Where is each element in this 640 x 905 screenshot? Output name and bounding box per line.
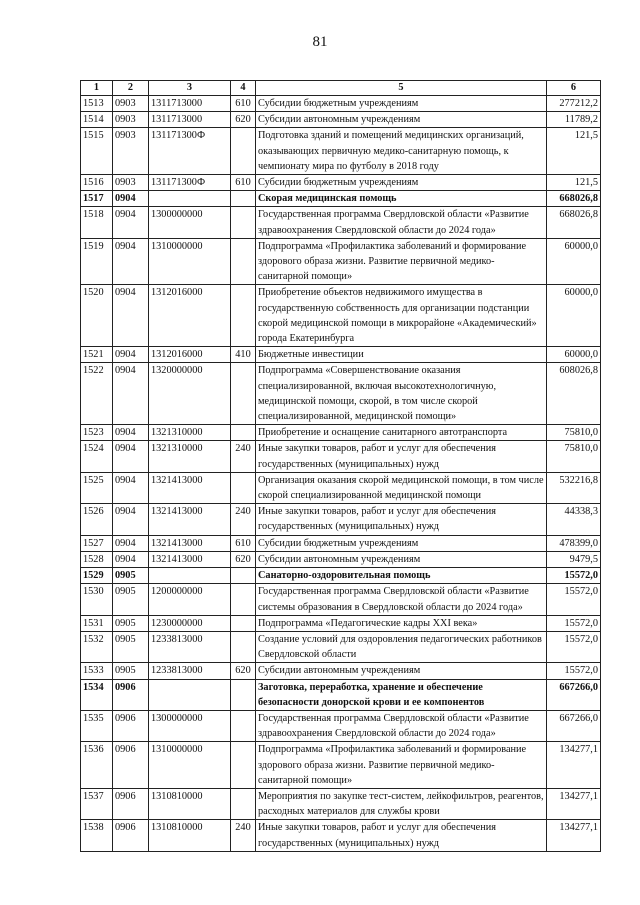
section-code-cell: 0904 <box>113 363 149 425</box>
row-number-cell: 1525 <box>81 472 113 503</box>
row-number-cell: 1521 <box>81 347 113 363</box>
section-code-cell: 0906 <box>113 679 149 710</box>
column-header: 1 <box>81 81 113 96</box>
table-body <box>81 96 601 852</box>
row-number-cell: 1529 <box>81 568 113 584</box>
expense-type-cell: 610 <box>231 535 256 551</box>
target-article-cell: 1311713000 <box>149 112 231 128</box>
table-row <box>81 820 601 851</box>
table-row <box>81 191 601 207</box>
amount-cell: 15572,0 <box>547 584 601 615</box>
expense-type-cell <box>231 742 256 789</box>
target-article-cell: 1310810000 <box>149 788 231 819</box>
section-code-cell: 0904 <box>113 472 149 503</box>
table-row <box>81 347 601 363</box>
expense-type-cell <box>231 191 256 207</box>
table-row <box>81 788 601 819</box>
row-name-cell: Субсидии автономным учреждениям <box>256 663 547 679</box>
expense-type-cell <box>231 363 256 425</box>
amount-cell: 121,5 <box>547 175 601 191</box>
expense-type-cell: 610 <box>231 175 256 191</box>
row-name-cell: Организация оказания скорой медицинской помощи, в том числе скорой специализированной медицинской помощи <box>256 472 547 503</box>
row-name-cell: Подпрограмма «Профилактика заболеваний и формирование здорового образа жизни. Развитие первичной медико-санитарной помощи» <box>256 238 547 285</box>
amount-cell: 134277,1 <box>547 788 601 819</box>
amount-cell: 134277,1 <box>547 742 601 789</box>
table-row <box>81 615 601 631</box>
target-article-cell: 1310000000 <box>149 238 231 285</box>
amount-cell: 134277,1 <box>547 820 601 851</box>
row-name-cell: Заготовка, переработка, хранение и обеспечение безопасности донорской крови и ее компонентов <box>256 679 547 710</box>
section-code-cell: 0904 <box>113 207 149 238</box>
target-article-cell: 1321413000 <box>149 551 231 567</box>
expense-type-cell: 620 <box>231 112 256 128</box>
row-number-cell: 1536 <box>81 742 113 789</box>
row-number-cell: 1520 <box>81 285 113 347</box>
amount-cell: 60000,0 <box>547 238 601 285</box>
amount-cell: 667266,0 <box>547 679 601 710</box>
amount-cell: 60000,0 <box>547 347 601 363</box>
target-article-cell: 131171300Ф <box>149 175 231 191</box>
expense-type-cell: 620 <box>231 551 256 567</box>
section-code-cell: 0904 <box>113 285 149 347</box>
table-row <box>81 472 601 503</box>
column-header: 6 <box>547 81 601 96</box>
row-number-cell: 1535 <box>81 710 113 741</box>
expense-type-cell: 610 <box>231 96 256 112</box>
row-number-cell: 1514 <box>81 112 113 128</box>
row-name-cell: Иные закупки товаров, работ и услуг для обеспечения государственных (муниципальных) нужд <box>256 441 547 472</box>
target-article-cell: 1300000000 <box>149 207 231 238</box>
row-number-cell: 1526 <box>81 504 113 535</box>
expense-type-cell: 240 <box>231 441 256 472</box>
section-code-cell: 0904 <box>113 535 149 551</box>
amount-cell: 532216,8 <box>547 472 601 503</box>
row-name-cell: Иные закупки товаров, работ и услуг для обеспечения государственных (муниципальных) нужд <box>256 504 547 535</box>
expense-type-cell: 240 <box>231 504 256 535</box>
row-number-cell: 1518 <box>81 207 113 238</box>
row-name-cell: Государственная программа Свердловской области «Развитие здравоохранения Свердловской области до 2024 года» <box>256 207 547 238</box>
table-row <box>81 631 601 662</box>
table-row <box>81 96 601 112</box>
row-name-cell: Субсидии бюджетным учреждениям <box>256 175 547 191</box>
table-row <box>81 175 601 191</box>
section-code-cell: 0906 <box>113 742 149 789</box>
expense-type-cell: 620 <box>231 663 256 679</box>
section-code-cell: 0903 <box>113 175 149 191</box>
section-code-cell: 0904 <box>113 551 149 567</box>
expense-type-cell <box>231 584 256 615</box>
table-row <box>81 128 601 175</box>
target-article-cell <box>149 191 231 207</box>
section-code-cell: 0903 <box>113 112 149 128</box>
target-article-cell: 1200000000 <box>149 584 231 615</box>
amount-cell: 44338,3 <box>547 504 601 535</box>
expense-type-cell <box>231 425 256 441</box>
target-article-cell: 131171300Ф <box>149 128 231 175</box>
amount-cell: 277212,2 <box>547 96 601 112</box>
target-article-cell: 1311713000 <box>149 96 231 112</box>
expense-type-cell <box>231 631 256 662</box>
target-article-cell: 1310810000 <box>149 820 231 851</box>
table-row <box>81 663 601 679</box>
row-name-cell: Субсидии бюджетным учреждениям <box>256 96 547 112</box>
row-name-cell: Государственная программа Свердловской области «Развитие здравоохранения Свердловской области до 2024 года» <box>256 710 547 741</box>
row-number-cell: 1538 <box>81 820 113 851</box>
amount-cell: 478399,0 <box>547 535 601 551</box>
row-number-cell: 1515 <box>81 128 113 175</box>
target-article-cell: 1320000000 <box>149 363 231 425</box>
target-article-cell: 1321413000 <box>149 504 231 535</box>
target-article-cell: 1300000000 <box>149 710 231 741</box>
table-row <box>81 425 601 441</box>
amount-cell: 15572,0 <box>547 615 601 631</box>
row-number-cell: 1523 <box>81 425 113 441</box>
target-article-cell: 1321413000 <box>149 472 231 503</box>
table-row <box>81 535 601 551</box>
target-article-cell: 1321413000 <box>149 535 231 551</box>
row-number-cell: 1517 <box>81 191 113 207</box>
table-row <box>81 584 601 615</box>
section-code-cell: 0905 <box>113 584 149 615</box>
expense-type-cell <box>231 788 256 819</box>
row-name-cell: Бюджетные инвестиции <box>256 347 547 363</box>
table-row <box>81 679 601 710</box>
row-number-cell: 1519 <box>81 238 113 285</box>
section-code-cell: 0904 <box>113 347 149 363</box>
row-number-cell: 1527 <box>81 535 113 551</box>
target-article-cell: 1312016000 <box>149 347 231 363</box>
table-row <box>81 504 601 535</box>
table-row <box>81 207 601 238</box>
row-number-cell: 1531 <box>81 615 113 631</box>
row-name-cell: Субсидии автономным учреждениям <box>256 551 547 567</box>
row-name-cell: Государственная программа Свердловской области «Развитие системы образования в Свердловской области до 2024 года» <box>256 584 547 615</box>
row-name-cell: Подпрограмма «Совершенствование оказания специализированной, включая высокотехнологичную, медицинской помощи, скорой, в том числе скорой специализированной, медицинской помощи» <box>256 363 547 425</box>
column-header: 3 <box>149 81 231 96</box>
amount-cell: 15572,0 <box>547 663 601 679</box>
expense-type-cell <box>231 285 256 347</box>
target-article-cell: 1310000000 <box>149 742 231 789</box>
section-code-cell: 0903 <box>113 96 149 112</box>
budget-table <box>80 80 601 852</box>
row-name-cell: Создание условий для оздоровления педагогических работников Свердловской области <box>256 631 547 662</box>
target-article-cell <box>149 568 231 584</box>
row-name-cell: Скорая медицинская помощь <box>256 191 547 207</box>
row-number-cell: 1524 <box>81 441 113 472</box>
amount-cell: 75810,0 <box>547 425 601 441</box>
table-header-row <box>81 81 601 96</box>
amount-cell: 15572,0 <box>547 568 601 584</box>
section-code-cell: 0903 <box>113 128 149 175</box>
amount-cell: 668026,8 <box>547 191 601 207</box>
amount-cell: 75810,0 <box>547 441 601 472</box>
section-code-cell: 0904 <box>113 441 149 472</box>
row-name-cell: Иные закупки товаров, работ и услуг для обеспечения государственных (муниципальных) нужд <box>256 820 547 851</box>
section-code-cell: 0906 <box>113 788 149 819</box>
row-name-cell: Подготовка зданий и помещений медицинских организаций, оказывающих первичную медико-санитарную помощь, к чемпионату мира по футболу в 2018 году <box>256 128 547 175</box>
column-header: 4 <box>231 81 256 96</box>
target-article-cell: 1321310000 <box>149 425 231 441</box>
section-code-cell: 0906 <box>113 710 149 741</box>
target-article-cell: 1233813000 <box>149 631 231 662</box>
page-number: 81 <box>312 34 328 50</box>
row-number-cell: 1522 <box>81 363 113 425</box>
table-row <box>81 238 601 285</box>
row-number-cell: 1528 <box>81 551 113 567</box>
target-article-cell: 1321310000 <box>149 441 231 472</box>
row-number-cell: 1534 <box>81 679 113 710</box>
section-code-cell: 0905 <box>113 663 149 679</box>
expense-type-cell <box>231 615 256 631</box>
amount-cell: 121,5 <box>547 128 601 175</box>
expense-type-cell <box>231 679 256 710</box>
table-row <box>81 441 601 472</box>
section-code-cell: 0906 <box>113 820 149 851</box>
expense-type-cell: 240 <box>231 820 256 851</box>
section-code-cell: 0904 <box>113 504 149 535</box>
table-row <box>81 742 601 789</box>
amount-cell: 668026,8 <box>547 207 601 238</box>
row-name-cell: Субсидии бюджетным учреждениям <box>256 535 547 551</box>
table-row <box>81 363 601 425</box>
amount-cell: 667266,0 <box>547 710 601 741</box>
section-code-cell: 0905 <box>113 568 149 584</box>
expense-type-cell: 410 <box>231 347 256 363</box>
section-code-cell: 0904 <box>113 425 149 441</box>
amount-cell: 608026,8 <box>547 363 601 425</box>
amount-cell: 11789,2 <box>547 112 601 128</box>
row-name-cell: Субсидии автономным учреждениям <box>256 112 547 128</box>
table-row <box>81 568 601 584</box>
row-number-cell: 1532 <box>81 631 113 662</box>
amount-cell: 9479,5 <box>547 551 601 567</box>
row-number-cell: 1537 <box>81 788 113 819</box>
table-row <box>81 551 601 567</box>
target-article-cell: 1230000000 <box>149 615 231 631</box>
row-number-cell: 1530 <box>81 584 113 615</box>
target-article-cell: 1312016000 <box>149 285 231 347</box>
table-row <box>81 112 601 128</box>
expense-type-cell <box>231 238 256 285</box>
expense-type-cell <box>231 472 256 503</box>
row-name-cell: Приобретение объектов недвижимого имущества в государственную собственность для организации подстанции скорой медицинской помощи в микрорайоне «Академический» города Екатеринбурга <box>256 285 547 347</box>
target-article-cell: 1233813000 <box>149 663 231 679</box>
row-name-cell: Мероприятия по закупке тест-систем, лейкофильтров, реагентов, расходных материалов для службы крови <box>256 788 547 819</box>
section-code-cell: 0905 <box>113 615 149 631</box>
target-article-cell <box>149 679 231 710</box>
section-code-cell: 0905 <box>113 631 149 662</box>
row-name-cell: Приобретение и оснащение санитарного автотранспорта <box>256 425 547 441</box>
section-code-cell: 0904 <box>113 238 149 285</box>
column-header: 5 <box>256 81 547 96</box>
table-row <box>81 285 601 347</box>
row-number-cell: 1533 <box>81 663 113 679</box>
section-code-cell: 0904 <box>113 191 149 207</box>
row-number-cell: 1513 <box>81 96 113 112</box>
table-row <box>81 710 601 741</box>
amount-cell: 15572,0 <box>547 631 601 662</box>
row-number-cell: 1516 <box>81 175 113 191</box>
expense-type-cell <box>231 710 256 741</box>
expense-type-cell <box>231 128 256 175</box>
amount-cell: 60000,0 <box>547 285 601 347</box>
row-name-cell: Подпрограмма «Профилактика заболеваний и формирование здорового образа жизни. Развитие первичной медико-санитарной помощи» <box>256 742 547 789</box>
expense-type-cell <box>231 207 256 238</box>
column-header: 2 <box>113 81 149 96</box>
row-name-cell: Подпрограмма «Педагогические кадры XXI века» <box>256 615 547 631</box>
expense-type-cell <box>231 568 256 584</box>
row-name-cell: Санаторно-оздоровительная помощь <box>256 568 547 584</box>
